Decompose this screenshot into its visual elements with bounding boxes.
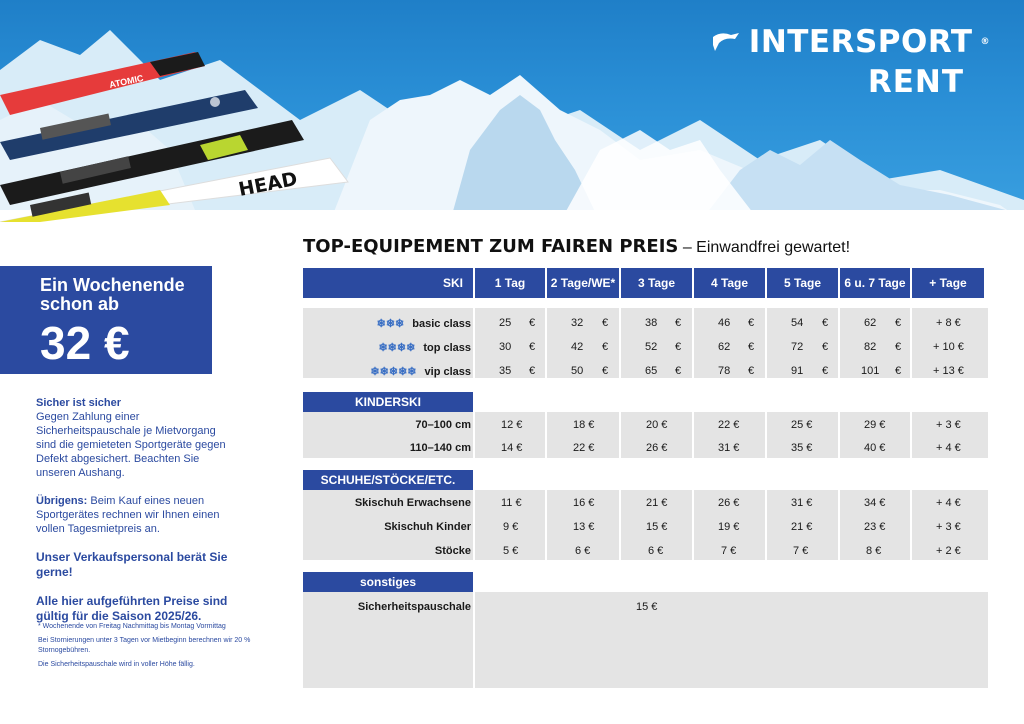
price-1: 11 €: [501, 497, 522, 509]
brand-registered: ®: [980, 37, 990, 47]
snowflake-icon: ❄❄❄❄❄: [370, 366, 417, 378]
price-6: 101: [861, 365, 880, 377]
footnote-1: * Wochenende von Freitag Nachmittag bis Montag Vormittag: [38, 623, 226, 630]
brand-sub: RENT: [867, 64, 964, 100]
price-5: 35 €: [791, 442, 813, 454]
header-ski: SKI: [303, 268, 473, 298]
weekend-promo: [0, 266, 212, 374]
price-4: 31 €: [718, 442, 740, 454]
footnotes: [38, 622, 268, 674]
currency: €: [602, 341, 609, 353]
price-1: 12 €: [501, 419, 523, 431]
price-extra: + 3 €: [936, 521, 961, 533]
price-2: 18 €: [573, 419, 595, 431]
price-2: 16 €: [573, 497, 595, 509]
price-4: 46: [718, 317, 731, 329]
snowflake-icon: ❄❄❄: [376, 318, 405, 330]
price-1: 14 €: [501, 442, 523, 454]
price-5: 91: [791, 365, 804, 377]
intersport-logo-icon: [711, 31, 741, 53]
price-3: 21 €: [646, 497, 668, 509]
row-label: Sicherheitspauschale: [357, 601, 471, 613]
headline-tail: – Einwandfrei gewartet!: [682, 239, 851, 256]
price-6: 8 €: [866, 545, 882, 557]
price-6: 34 €: [864, 497, 886, 509]
price-4: 7 €: [721, 545, 737, 557]
footnote-2: Bei Stornierungen unter 3 Tagen vor Mietbeginn berechnen wir 20 % Stornogebühren.: [38, 637, 251, 654]
price-extra: + 2 €: [936, 545, 961, 557]
price-extra: + 13 €: [933, 365, 964, 377]
price-6: 82: [864, 341, 877, 353]
price-6: 23 €: [864, 521, 886, 533]
kinderski-header: KINDERSKI: [303, 392, 473, 412]
brand-name: INTERSPORT: [748, 24, 973, 60]
intersport-rent-logo: [711, 24, 990, 100]
row-label: Skischuh Kinder: [384, 521, 471, 533]
price-5: 21 €: [791, 521, 813, 533]
currency: €: [529, 341, 536, 353]
svg-text:ATOMIC: ATOMIC: [108, 72, 145, 90]
price-extra: + 3 €: [936, 419, 961, 431]
info-p4: Alle hier aufgeführten Preise sind gültig für die Saison 2025/26.: [36, 594, 228, 623]
schuhe-row-erwachsene: [303, 492, 988, 516]
currency: €: [675, 317, 682, 329]
price-2: 13 €: [573, 521, 595, 533]
ski-row-label: vip class: [424, 365, 471, 378]
price-extra: + 4 €: [936, 497, 961, 509]
price-4: 22 €: [718, 419, 740, 431]
price-2: 42: [571, 341, 584, 353]
headline-top: TOP-: [303, 236, 351, 257]
promo-price: 32 €: [40, 317, 130, 369]
price-4: 26 €: [718, 497, 740, 509]
page-headline: [303, 236, 850, 257]
ski-row-label: top class: [423, 341, 471, 354]
price-1: 30: [499, 341, 512, 353]
price-6: 40 €: [864, 442, 886, 454]
info-p3: Unser Verkaufspersonal berät Sie gerne!: [36, 550, 228, 579]
price-5: 54: [791, 317, 804, 329]
price-extra: + 8 €: [936, 317, 961, 329]
currency: €: [602, 365, 609, 377]
schuhe-row-kinder: [303, 516, 988, 540]
currency: €: [748, 341, 755, 353]
price-5: 7 €: [793, 545, 809, 557]
sonstiges-header: sonstiges: [303, 572, 473, 592]
svg-text:HEAD: HEAD: [236, 167, 300, 201]
currency: €: [675, 365, 682, 377]
footnote-3: Die Sicherheitspauschale wird in voller Höhe fällig.: [38, 661, 195, 668]
snowflake-icon: ❄❄❄❄: [378, 342, 416, 354]
row-label: Skischuh Erwachsene: [354, 497, 471, 509]
headline-main: EQUIPEMENT ZUM FAIREN PREIS: [350, 236, 679, 257]
currency: €: [895, 317, 902, 329]
price-3: 65: [645, 365, 658, 377]
info-p1-title: Sicher ist sicher: [36, 397, 121, 409]
promo-line2: schon ab: [40, 294, 120, 314]
header-6-7-tage: 6 u. 7 Tage: [840, 268, 910, 298]
price-extra: + 10 €: [933, 341, 964, 353]
header-4-tage: 4 Tage: [694, 268, 765, 298]
price-5: 25 €: [791, 419, 813, 431]
price-3: 38: [645, 317, 658, 329]
price-4: 78: [718, 365, 731, 377]
price-5: 31 €: [791, 497, 813, 509]
price-value: 15 €: [636, 601, 658, 613]
price-4: 62: [718, 341, 731, 353]
price-1: 5 €: [503, 545, 519, 557]
price-3: 20 €: [646, 419, 668, 431]
price-3: 26 €: [646, 442, 668, 454]
price-extra: + 4 €: [936, 442, 961, 454]
header-1-tag: 1 Tag: [475, 268, 545, 298]
price-3: 6 €: [648, 545, 664, 557]
currency: €: [675, 341, 682, 353]
price-2: 50: [571, 365, 584, 377]
price-6: 62: [864, 317, 877, 329]
kinderski-row-70: [303, 414, 988, 438]
header-5-tage: 5 Tage: [767, 268, 838, 298]
currency: €: [822, 317, 829, 329]
currency: €: [822, 365, 829, 377]
price-1: 25: [499, 317, 512, 329]
currency: €: [748, 365, 755, 377]
currency: €: [895, 365, 902, 377]
info-p1-text: Gegen Zahlung einer Sicherheitspauschale je Mietvorgang sind die gemieteten Sportgeräte gegen Defekt abgesichert. Beachten Sie unseren Aushang.: [36, 411, 226, 479]
price-2: 6 €: [575, 545, 591, 557]
hero-banner: [0, 0, 1024, 222]
schuhe-row-stoecke: [303, 540, 988, 564]
header-plus-tage: + Tage: [912, 268, 984, 298]
price-2: 32: [571, 317, 584, 329]
price-3: 52: [645, 341, 658, 353]
kinderski-row-110: [303, 437, 988, 461]
price-1: 9 €: [503, 521, 519, 533]
ski-row-top: [303, 336, 988, 360]
sonstiges-row-sicherheit: [303, 596, 988, 620]
info-p2-text: Beim Kauf eines neuen Sportgerätes rechnen wir Ihnen einen vollen Tagesmietpreis an.: [36, 495, 220, 535]
schuhe-header: SCHUHE/STÖCKE/ETC.: [303, 470, 473, 490]
currency: €: [529, 317, 536, 329]
row-label: 110–140 cm: [409, 442, 471, 454]
currency: €: [822, 341, 829, 353]
header-2-tage: 2 Tage/WE*: [547, 268, 619, 298]
currency: €: [602, 317, 609, 329]
info-p2-title: Übrigens:: [36, 495, 88, 507]
ski-row-label: basic class: [412, 317, 471, 330]
price-4: 19 €: [718, 521, 740, 533]
price-3: 15 €: [646, 521, 668, 533]
price-6: 29 €: [864, 419, 886, 431]
currency: €: [748, 317, 755, 329]
row-label: Stöcke: [434, 545, 471, 557]
price-2: 22 €: [573, 442, 595, 454]
info-text: [36, 396, 236, 638]
currency: €: [529, 365, 536, 377]
ski-row-basic: [303, 312, 988, 336]
row-label: 70–100 cm: [415, 419, 471, 431]
ski-row-vip: [303, 360, 988, 384]
price-1: 35: [499, 365, 512, 377]
promo-line1: Ein Wochenende: [40, 275, 185, 295]
header-3-tage: 3 Tage: [621, 268, 692, 298]
currency: €: [895, 341, 902, 353]
price-5: 72: [791, 341, 804, 353]
table-header: [303, 268, 988, 298]
